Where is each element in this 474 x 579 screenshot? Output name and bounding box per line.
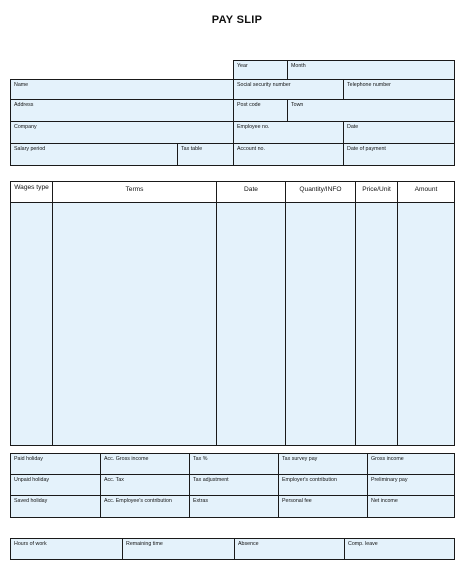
telephone-number-label: Telephone number: [347, 82, 391, 88]
quantity-info-header: Quantity/INFO: [285, 181, 356, 203]
acc-gross-income-field[interactable]: [100, 453, 190, 475]
hours-of-work-label: Hours of work: [14, 541, 47, 547]
quantity-info-column[interactable]: [285, 202, 356, 446]
page-title: PAY SLIP: [211, 14, 263, 26]
preliminary-pay-label: Preliminary pay: [371, 477, 408, 483]
year-label: Year: [237, 63, 248, 69]
social-security-number-field[interactable]: [233, 79, 344, 100]
telephone-number-field[interactable]: [343, 79, 455, 100]
employee-no-label: Employee no.: [237, 124, 270, 130]
date-of-payment-label: Date of payment: [347, 146, 386, 152]
employee-no-field[interactable]: [233, 121, 344, 144]
extras-label: Extras: [193, 498, 209, 504]
employers-contribution-label: Employer's contribution: [282, 477, 337, 483]
month-field[interactable]: [287, 60, 455, 80]
remaining-time-label: Remaining time: [126, 541, 163, 547]
personal-fee-label: Personal fee: [282, 498, 312, 504]
comp-leave-field[interactable]: [344, 538, 455, 560]
absence-label: Absence: [238, 541, 259, 547]
name-label: Name: [14, 82, 29, 88]
gross-income-field[interactable]: [367, 453, 455, 475]
tax-percent-field[interactable]: [189, 453, 279, 475]
date-of-payment-field[interactable]: [343, 143, 455, 166]
saved-holiday-field[interactable]: [10, 495, 101, 518]
acc-tax-label: Acc. Tax: [104, 477, 124, 483]
employers-contribution-field[interactable]: [278, 474, 368, 496]
date-column[interactable]: [216, 202, 286, 446]
preliminary-pay-field[interactable]: [367, 474, 455, 496]
saved-holiday-label: Saved holiday: [14, 498, 48, 504]
address-field[interactable]: [10, 99, 234, 122]
acc-employees-contribution-label: Acc. Employee's contribution: [104, 498, 172, 504]
post-code-field[interactable]: [233, 99, 288, 122]
account-no-field[interactable]: [233, 143, 344, 166]
date-field[interactable]: [343, 121, 455, 144]
date-label: Date: [347, 124, 359, 130]
unpaid-holiday-label: Unpaid holiday: [14, 477, 50, 483]
gross-income-label: Gross income: [371, 456, 404, 462]
hours-of-work-field[interactable]: [10, 538, 123, 560]
acc-tax-field[interactable]: [100, 474, 190, 496]
town-label: Town: [291, 102, 304, 108]
terms-column[interactable]: [52, 202, 217, 446]
price-unit-header: Price/Unit: [355, 181, 398, 203]
comp-leave-label: Comp. leave: [348, 541, 378, 547]
account-no-label: Account no.: [237, 146, 265, 152]
tax-percent-label: Tax %: [193, 456, 208, 462]
paid-holiday-label: Paid holiday: [14, 456, 43, 462]
company-label: Company: [14, 124, 37, 130]
tax-survey-pay-label: Tax survey pay: [282, 456, 318, 462]
wages-type-header: Wages type: [10, 181, 53, 203]
paid-holiday-field[interactable]: [10, 453, 101, 475]
town-field[interactable]: [287, 99, 455, 122]
tax-adjustment-field[interactable]: [189, 474, 279, 496]
tax-table-field[interactable]: [177, 143, 234, 166]
year-field[interactable]: [233, 60, 288, 80]
acc-employees-contribution-field[interactable]: [100, 495, 190, 518]
terms-header: Terms: [52, 181, 217, 203]
remaining-time-field[interactable]: [122, 538, 235, 560]
salary-period-field[interactable]: [10, 143, 178, 166]
amount-column[interactable]: [397, 202, 455, 446]
amount-header: Amount: [397, 181, 455, 203]
company-field[interactable]: [10, 121, 234, 144]
address-label: Address: [14, 102, 34, 108]
acc-gross-income-label: Acc. Gross income: [104, 456, 149, 462]
absence-field[interactable]: [234, 538, 345, 560]
personal-fee-field[interactable]: [278, 495, 368, 518]
unpaid-holiday-field[interactable]: [10, 474, 101, 496]
wages-type-column[interactable]: [10, 202, 53, 446]
price-unit-column[interactable]: [355, 202, 398, 446]
net-income-field[interactable]: [367, 495, 455, 518]
post-code-label: Post code: [237, 102, 261, 108]
net-income-label: Net income: [371, 498, 398, 504]
month-label: Month: [291, 63, 306, 69]
tax-adjustment-label: Tax adjustment: [193, 477, 229, 483]
tax-survey-pay-field[interactable]: [278, 453, 368, 475]
salary-period-label: Salary period: [14, 146, 46, 152]
date-header: Date: [216, 181, 286, 203]
extras-field[interactable]: [189, 495, 279, 518]
name-field[interactable]: [10, 79, 234, 100]
tax-table-label: Tax table: [181, 146, 203, 152]
social-security-number-label: Social security number: [237, 82, 291, 88]
